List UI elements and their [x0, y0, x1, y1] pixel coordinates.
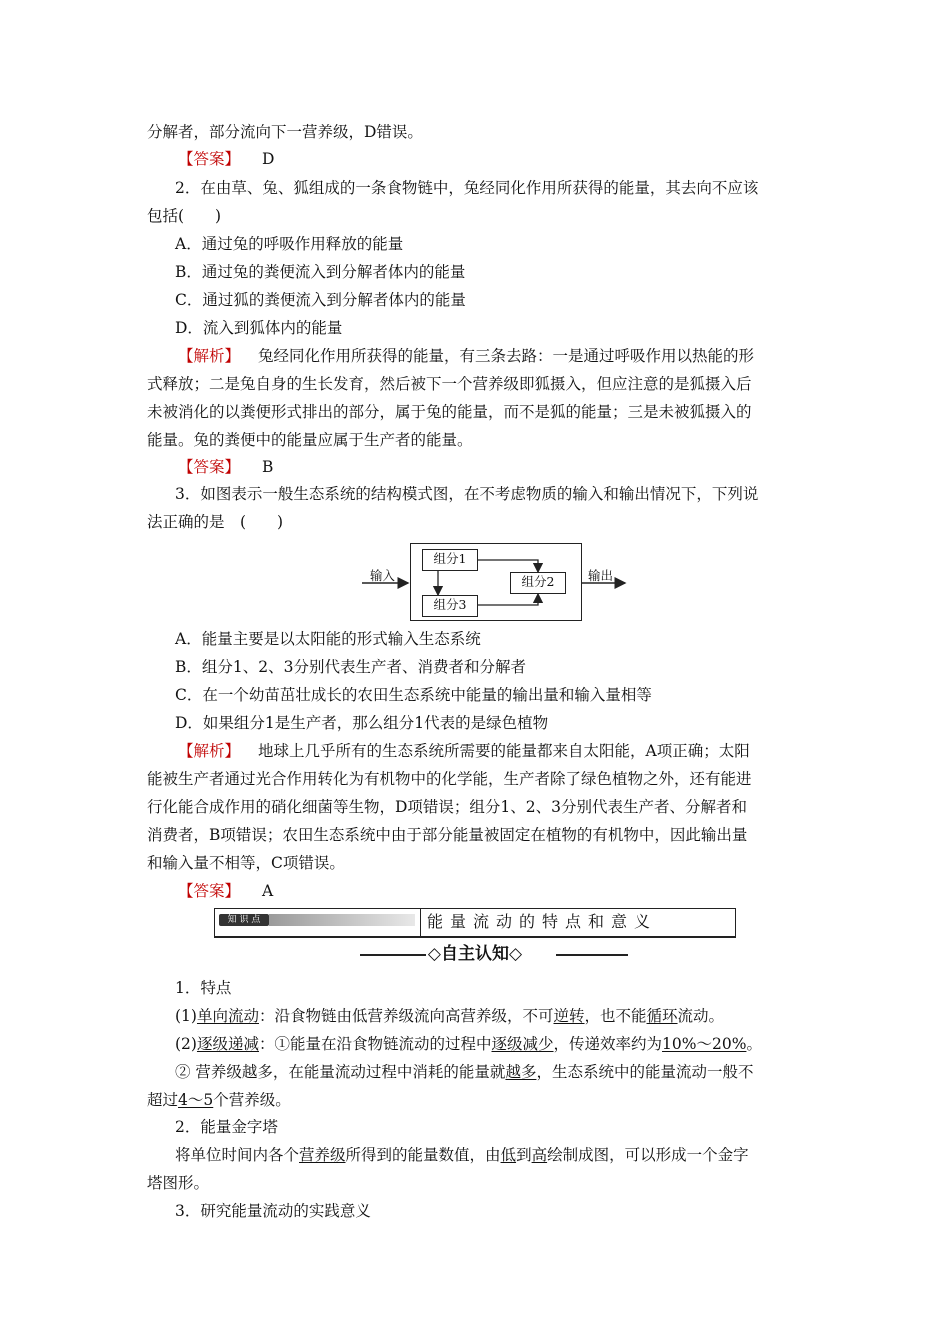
- option-b: B．组分1、2、3分别代表生产者、消费者和分解者: [175, 658, 526, 676]
- option-b: B．通过兔的粪便流入到分解者体内的能量: [175, 263, 466, 281]
- point-1-4: [147, 1089, 291, 1111]
- text-segment: (2): [175, 1035, 197, 1053]
- option-c: C．在一个幼苗茁壮成长的农田生态系统中能量的输出量和输入量相等: [175, 686, 652, 704]
- answer-line: [178, 456, 273, 478]
- text-segment: ② 营养级越多，在能量流动过程中消耗的能量就: [175, 1063, 506, 1081]
- point-2-1: [175, 1144, 749, 1166]
- explanation-line: 式释放；二是兔自身的生长发育，然后被下一个营养级即狐摄入，但应注意的是狐摄入后: [147, 375, 752, 393]
- answer-line: [178, 880, 273, 902]
- text-segment: ，传递效率约为: [553, 1035, 663, 1053]
- option-a: A．通过兔的呼吸作用释放的能量: [175, 235, 404, 253]
- explanation-line: 能量。兔的粪便中的能量应属于生产者的能量。: [147, 431, 473, 449]
- text-segment: ，也不能: [584, 1007, 647, 1025]
- explanation-line: 和输入量不相等，C项错误。: [147, 854, 345, 872]
- text-segment: ：沿食物链由低营养级流向高营养级，不可: [258, 1007, 554, 1025]
- option-a: A．能量主要是以太阳能的形式输入生态系统: [175, 630, 481, 648]
- explanation-line: [178, 740, 750, 762]
- explanation-line: [178, 345, 754, 367]
- explanation-line: 未被消化的以粪便形式排出的部分，属于兔的能量，而不是狐的能量；三是未被狐摄入的: [147, 403, 752, 421]
- question-3-line: 3．如图表示一般生态系统的结构模式图，在不考虑物质的输入和输出情况下，下列说: [175, 485, 759, 503]
- answer-value: D: [262, 150, 275, 168]
- option-c: C．通过狐的粪便流入到分解者体内的能量: [175, 291, 466, 309]
- question-2-line: 包括( ): [147, 207, 222, 225]
- point-1-3: [175, 1061, 753, 1083]
- component-1-box: 组分1: [422, 549, 478, 571]
- underlined-term: 逆转: [553, 1007, 585, 1025]
- answer-label: 【答案】: [178, 458, 241, 476]
- text-segment: 个营养级。: [213, 1091, 291, 1109]
- section-tab-area: [215, 909, 421, 936]
- option-d: D．如果组分1是生产者，那么组分1代表的是绿色植物: [175, 714, 549, 732]
- output-label: 输出: [588, 568, 614, 583]
- option-d: D．流入到狐体内的能量: [175, 319, 343, 337]
- question-3-line: 法正确的是 ( ): [147, 513, 284, 531]
- underlined-term: 营养级: [299, 1146, 346, 1164]
- text-segment: 流动。: [677, 1007, 725, 1025]
- explanation-label: 【解析】: [178, 742, 241, 760]
- input-label: 输入: [370, 568, 396, 583]
- answer-label: 【答案】: [178, 882, 241, 900]
- subheading: ◇自主认知◇: [427, 944, 523, 964]
- underlined-term: 逐级减少: [491, 1035, 554, 1053]
- text-segment: 。: [746, 1035, 762, 1053]
- knowledge-point-tab: 知 识 点: [219, 914, 269, 926]
- underlined-term: 高: [531, 1146, 548, 1164]
- explanation-text: 地球上几乎所有的生态系统所需要的能量都来自太阳能，A项正确；太阳: [258, 742, 750, 760]
- tab-gradient-bar: [269, 914, 415, 926]
- underlined-term: 越多: [505, 1063, 537, 1081]
- underlined-term: 逐级递减: [196, 1035, 259, 1053]
- text-segment: ：①能量在沿食物链流动的过程中: [258, 1035, 492, 1053]
- point-1-2: [175, 1033, 762, 1055]
- point-1-1: [175, 1005, 724, 1027]
- text-segment: 将单位时间内各个: [175, 1146, 300, 1164]
- point-3-title: 3．研究能量流动的实践意义: [175, 1202, 371, 1220]
- section-title: 能量流动的特点和意义: [427, 912, 658, 931]
- text-line: 分解者，部分流向下一营养级，D错误。: [147, 123, 423, 141]
- section-header: [214, 908, 736, 938]
- point-1-title: 1．特点: [175, 979, 232, 997]
- answer-value: A: [262, 882, 274, 900]
- underlined-term: 低: [500, 1146, 517, 1164]
- ecosystem-diagram: [360, 540, 630, 622]
- component-3-box: 组分3: [422, 595, 478, 617]
- text-segment: 绘制成图，可以形成一个金字: [547, 1146, 749, 1164]
- explanation-line: 消费者，B项错误；农田生态系统中由于部分能量被固定在植物的有机物中，因此输出量: [147, 826, 748, 844]
- answer-label: 【答案】: [178, 150, 241, 168]
- underlined-term: 循环: [646, 1007, 678, 1025]
- text-segment: 到: [516, 1146, 532, 1164]
- text-segment: 超过: [147, 1091, 179, 1109]
- question-2-line: 2．在由草、兔、狐组成的一条食物链中，兔经同化作用所获得的能量，其去向不应该: [175, 179, 759, 197]
- component-2-box: 组分2: [510, 572, 566, 594]
- point-2-2: 塔图形。: [147, 1174, 210, 1192]
- explanation-text: 兔经同化作用所获得的能量，有三条去路：一是通过呼吸作用以热能的形: [258, 347, 755, 365]
- answer-value: B: [262, 458, 274, 476]
- point-2-title: 2．能量金字塔: [175, 1118, 278, 1136]
- underlined-term: 4～5: [178, 1091, 214, 1109]
- text-segment: (1): [175, 1007, 197, 1025]
- explanation-line: 能被生产者通过光合作用转化为有机物中的化学能，生产者除了绿色植物之外，还有能进: [147, 770, 752, 788]
- underlined-term: 10%～20%: [662, 1035, 747, 1053]
- text-segment: 所得到的能量数值，由: [345, 1146, 501, 1164]
- explanation-label: 【解析】: [178, 347, 241, 365]
- answer-line: [178, 148, 274, 170]
- underlined-term: 单向流动: [196, 1007, 259, 1025]
- explanation-line: 行化能合成作用的硝化细菌等生物，D项错误；组分1、2、3分别代表生产者、分解者和: [147, 798, 748, 816]
- text-segment: ，生态系统中的能量流动一般不: [536, 1063, 754, 1081]
